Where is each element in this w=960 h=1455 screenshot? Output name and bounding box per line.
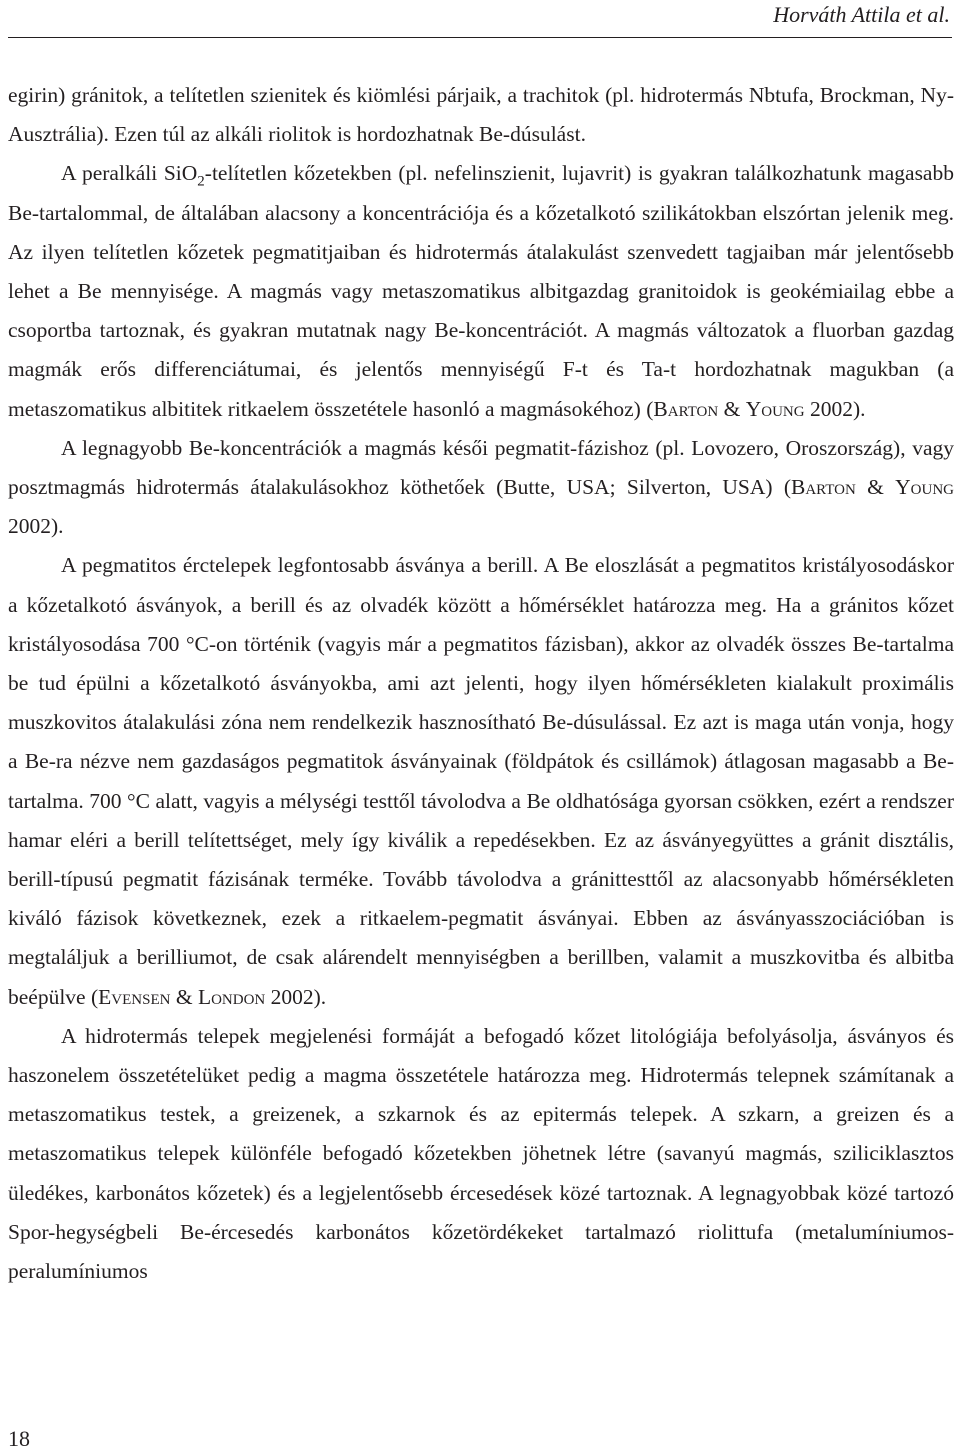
citation-author-barton: Barton <box>653 396 719 421</box>
citation-author-london: London <box>197 984 266 1009</box>
citation-author-young: Young <box>745 396 805 421</box>
header-rule <box>8 37 952 38</box>
paragraph-2-text-a: A peralkáli SiO <box>61 161 198 186</box>
paragraph-4-text-a: A pegmatitos érctelepek legfontosabb ásványa a berill. A Be eloszlását a pegmatitos kristályosodáskor a kőzetalkotó ásványok, a berill és az olvadék között a hőmérséklet határozza meg. Ha a gránitos kőzet kristályosodása 700 °C-on történik (vagyis már a pegmatitos fázisban), akkor az olvadék összes Be-tartalma be tud épülni a kőzetalkotó ásványokba, ami azt jelenti, hogy ilyen hőmérsékleten kialakult proximális muszkovitos átalakulási zóna nem rendelkezik hasznosítható Be-dúsulással. Ez azt is maga után vonja, hogy a Be-ra nézve nem gazdaságos pegmatitok ásványainak (földpátok és csillámok) átlagosan magasabb a Be-tartalma. 700 °C alatt, vagyis a mélységi testtől távolodva a Be oldhatósága gyorsan csökken, ezért a rendszer hamar eléri a berill telítettséget, mely így kiválik a repedésekben. Ez az ásványegyüttes a gránit disztális, berill-típusú pegmatit fázisának terméke. Tovább távolodva a gránittesttől az alacsonyabb hőmérsékleten kiváló fázisok következnek, ezek a ritkaelem-pegmatit ásványai. Ebben az ásványasszociációban is megtaláljuk a berilliumot, de csak alárendelt mennyiségben a berillben, valamit a muszkovitba és albitba beépülve ( <box>8 553 954 1009</box>
citation-ampersand: & <box>718 396 746 421</box>
paragraph-5-text: A hidrotermás telepek megjelenési formáját a befogadó kőzet litológiája befolyásolja, ásványos és haszonelem összetételüket pedig a magma összetétele határozza meg. Hidrotermás telepnek számítanak a metaszomatikus testek, a greizenek, a szkarnok és az epitermás telepek. A szkarn, a greizen és a metaszomatikus telepek különféle befogadó kőzetekben jöhetnek létre (savanyú magmás, sziliciklasztos üledékes, karbonátos kőzetek) és a legjelentősebb ércesedések közé tartoznak. A legnagyobbak közé tartozó Spor-hegységbeli Be-ércesedés karbonátos kőzetördékeket tartalmazó riolittufa (metalumíniumos-peralumíniumos <box>8 1023 954 1284</box>
paragraph-3-text-a: A legnagyobb Be-koncentrációk a magmás késői pegmatit-fázishoz (pl. Lovozero, Oroszország), vagy posztmagmás hidrotermás átalakulásokhoz köthetőek (Butte, USA; Silverton, USA) ( <box>8 435 954 500</box>
paragraph-3 <box>8 429 954 547</box>
paragraph-1 <box>8 76 954 154</box>
running-head: Horváth Attila et al. <box>773 2 950 27</box>
citation-author-evensen: Evensen <box>98 984 171 1009</box>
paragraph-1-text: egirin) gránitok, a telítetlen szienitek és kiömlési párjaik, a trachitok (pl. hidrotermás Nbtufa, Brockman, Ny-Ausztrália). Ezen túl az alkáli riolitok is hordozhatnak Be-dúsulást. <box>8 83 954 147</box>
paragraph-2-text-c: 2002). <box>804 396 866 421</box>
citation-ampersand: & <box>170 984 198 1009</box>
paragraph-2 <box>8 154 954 428</box>
paragraph-3-text-c: 2002). <box>8 514 64 539</box>
citation-author-barton: Barton <box>790 475 856 500</box>
body-text <box>8 76 954 1291</box>
citation-ampersand: & <box>855 475 896 500</box>
citation-author-young: Young <box>895 475 954 500</box>
paragraph-5 <box>8 1017 954 1291</box>
paragraph-4-text-c: 2002). <box>265 984 327 1009</box>
paragraph-4 <box>8 546 954 1016</box>
subscript-2: 2 <box>197 173 205 190</box>
paragraph-2-text-b: -telítetlen kőzetekben (pl. nefelinszienit, lujavrit) is gyakran találkozhatunk magasabb Be-tartalommal, de általában alacsony a koncentrációja és a kőzetalkotó szilikátokban elszórtan jelenik meg. Az ilyen telítetlen kőzetek pegmatitjaiban és hidrotermás átalakulást szenvedett tagjaiban már jelentősebb lehet a Be mennyisége. A magmás vagy metaszomatikus albitgazdag granitoidok is geokémiailag ebbe a csoportba tartoznak, és gyakran mutatnak nagy Be-koncentrációt. A magmás változatok a fluorban gazdag magmák erős differenciátumai, és jelentős mennyiségű F-t és Ta-t hordozhatnak magukban (a metaszomatikus albititek ritkaelem összetétele hasonló a magmásokéhoz) ( <box>8 161 954 421</box>
page-number: 18 <box>8 1426 30 1451</box>
